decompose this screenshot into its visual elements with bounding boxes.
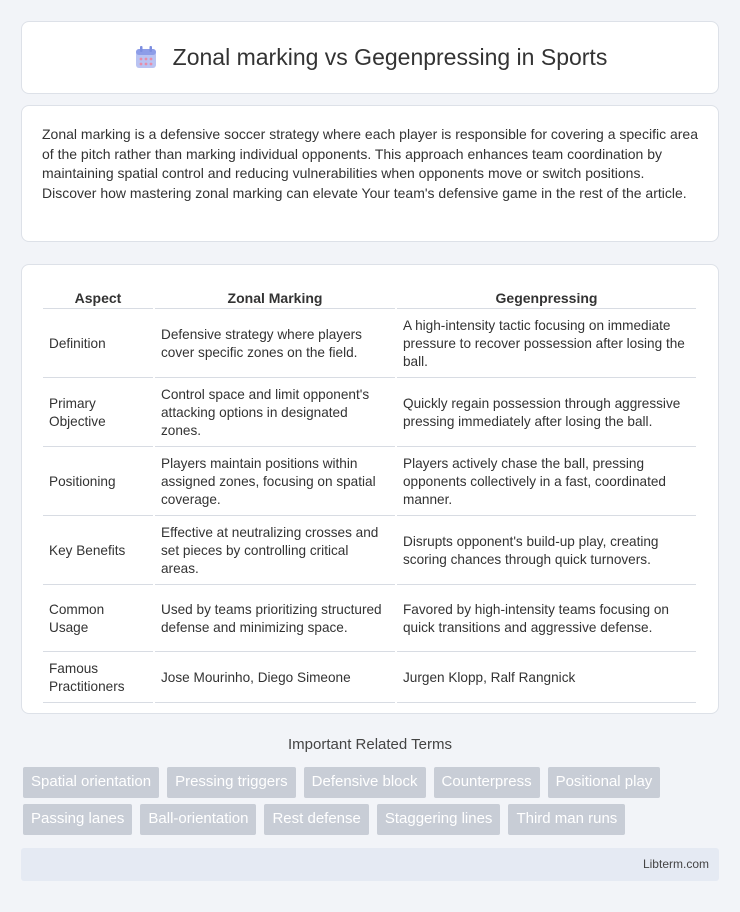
footer-site-link[interactable]: Libterm.com bbox=[642, 857, 709, 871]
cell-gegen: Jurgen Klopp, Ralf Rangnick bbox=[397, 654, 696, 703]
column-header-aspect: Aspect bbox=[43, 287, 153, 309]
related-term-tag[interactable]: Staggering lines bbox=[377, 804, 501, 835]
header-card bbox=[21, 21, 719, 94]
table-row bbox=[43, 380, 696, 447]
cell-zonal: Control space and limit opponent's attacking options in designated zones. bbox=[155, 380, 395, 447]
related-term-tag[interactable]: Pressing triggers bbox=[167, 767, 296, 798]
cell-zonal: Used by teams prioritizing structured defense and minimizing space. bbox=[155, 587, 395, 652]
related-term-tag[interactable]: Positional play bbox=[548, 767, 661, 798]
cell-zonal: Jose Mourinho, Diego Simeone bbox=[155, 654, 395, 703]
related-term-tag[interactable]: Passing lanes bbox=[23, 804, 132, 835]
table-row bbox=[43, 587, 696, 652]
cell-gegen: Favored by high-intensity teams focusing on quick transitions and aggressive defense. bbox=[397, 587, 696, 652]
cell-aspect: Primary Objective bbox=[43, 380, 153, 447]
related-terms-list bbox=[23, 767, 723, 835]
cell-aspect: Famous Practitioners bbox=[43, 654, 153, 703]
related-term-tag[interactable]: Spatial orientation bbox=[23, 767, 159, 798]
cell-zonal: Players maintain positions within assigned zones, focusing on spatial coverage. bbox=[155, 449, 395, 516]
intro-card bbox=[21, 105, 719, 242]
comparison-table bbox=[41, 285, 698, 705]
intro-text: Zonal marking is a defensive soccer strategy where each player is responsible for covering a specific area of the pitch rather than marking individual opponents. This approach enhances team coordination by maintaining spatial control and reducing vulnerabilities when opponents move or switch positions. Discover how mastering zonal marking can elevate Your team's defensive game in the rest of the article. bbox=[42, 126, 698, 201]
related-term-tag[interactable]: Defensive block bbox=[304, 767, 426, 798]
cell-gegen: A high-intensity tactic focusing on immediate pressure to recover possession after losing the ball. bbox=[397, 311, 696, 378]
footer bbox=[21, 848, 719, 881]
cell-aspect: Common Usage bbox=[43, 587, 153, 652]
cell-zonal: Effective at neutralizing crosses and set pieces by controlling critical areas. bbox=[155, 518, 395, 585]
column-header-zonal: Zonal Marking bbox=[155, 287, 395, 309]
cell-zonal: Defensive strategy where players cover specific zones on the field. bbox=[155, 311, 395, 378]
column-header-gegen: Gegenpressing bbox=[397, 287, 696, 309]
table-row bbox=[43, 518, 696, 585]
page-title: Zonal marking vs Gegenpressing in Sports bbox=[172, 44, 608, 70]
related-term-tag[interactable]: Ball-orientation bbox=[140, 804, 256, 835]
related-term-tag[interactable]: Third man runs bbox=[508, 804, 625, 835]
table-row bbox=[43, 654, 696, 703]
calendar-icon bbox=[133, 45, 159, 71]
cell-gegen: Quickly regain possession through aggressive pressing immediately after losing the ball. bbox=[397, 380, 696, 447]
cell-aspect: Key Benefits bbox=[43, 518, 153, 585]
cell-gegen: Disrupts opponent's build-up play, creating scoring chances through quick turnovers. bbox=[397, 518, 696, 585]
comparison-card bbox=[21, 264, 719, 714]
cell-aspect: Definition bbox=[43, 311, 153, 378]
cell-aspect: Positioning bbox=[43, 449, 153, 516]
table-row bbox=[43, 311, 696, 378]
related-term-tag[interactable]: Rest defense bbox=[264, 804, 368, 835]
related-term-tag[interactable]: Counterpress bbox=[434, 767, 540, 798]
table-row bbox=[43, 449, 696, 516]
related-terms-title: Important Related Terms bbox=[288, 736, 452, 753]
cell-gegen: Players actively chase the ball, pressing opponents collectively in a fast, coordinated manner. bbox=[397, 449, 696, 516]
